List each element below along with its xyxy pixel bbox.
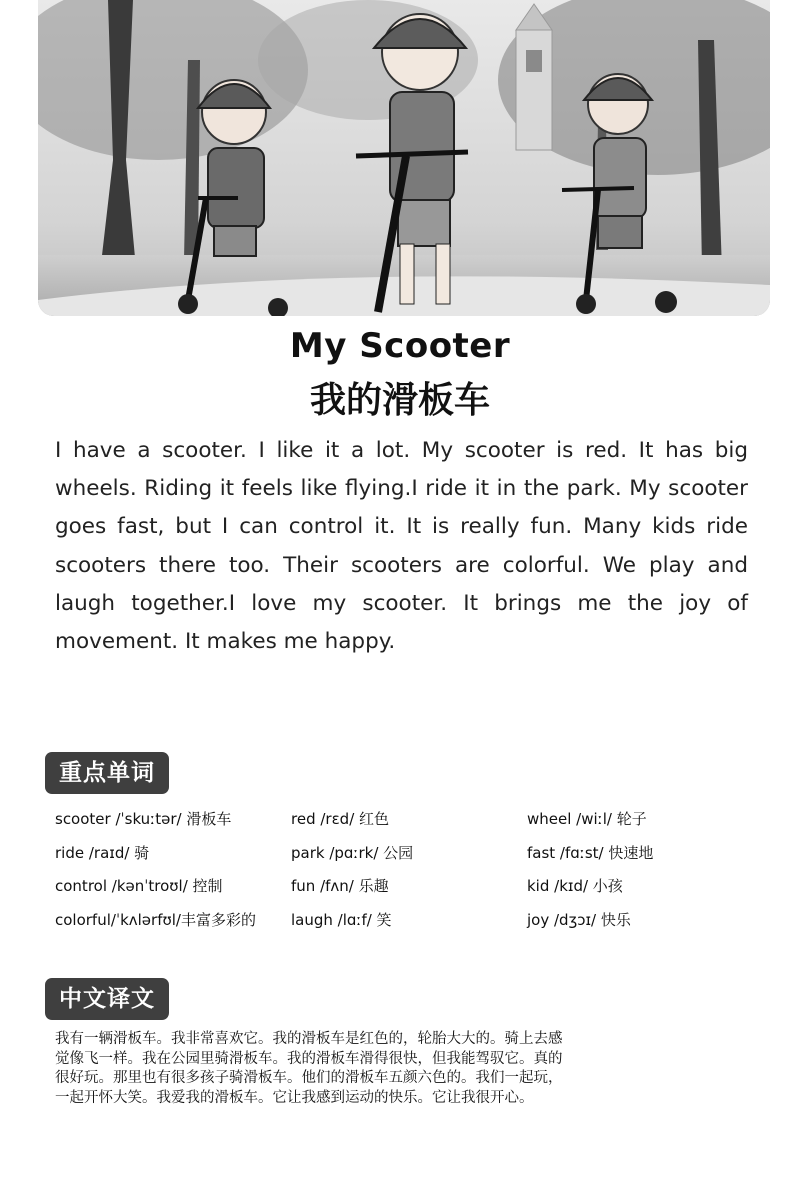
hero-illustration xyxy=(38,0,770,316)
vocab-item: colorful/ˈkʌlərfʊl/丰富多彩的 xyxy=(55,910,256,929)
vocab-item: fun /fʌn/ 乐趣 xyxy=(291,877,389,895)
kids-scooter-illustration xyxy=(38,0,770,316)
translation-paragraph xyxy=(55,1030,655,1108)
vocab-item: fast /fɑːst/ 快速地 xyxy=(527,843,654,862)
vocab-item: ride /raɪd/ 骑 xyxy=(55,843,150,862)
vocab-item: kid /kɪd/ 小孩 xyxy=(527,877,623,895)
story-paragraph: I have a scooter. I like it a lot. My scooter is red. It has big wheels. Riding it feels like flying.I ride it in the park. My scooter goes fast, but I can control it. It is really fun. Many kids ride scooters there too. Their scooters are colorful. We play and laugh together.I love my scooter. It brings me the joy of movement. It makes me happy. xyxy=(55,438,748,655)
translation-line: 很好玩。那里也有很多孩子骑滑板车。他们的滑板车五颜六色的。我们一起玩， xyxy=(55,1070,563,1086)
vocab-section-label: 重点单词 xyxy=(45,752,169,794)
translation-section-label: 中文译文 xyxy=(45,978,169,1020)
translation-line: 一起开怀大笑。我爱我的滑板车。它让我感到运动的快乐。它让我很开心。 xyxy=(55,1089,534,1106)
vocab-item: control /kənˈtroʊl/ 控制 xyxy=(55,877,223,895)
vocab-item: scooter /ˈskuːtər/ 滑板车 xyxy=(55,810,232,828)
vocab-item: joy /dʒɔɪ/ 快乐 xyxy=(527,910,631,929)
vocab-item: wheel /wiːl/ 轮子 xyxy=(527,810,647,828)
title-english: My Scooter xyxy=(289,326,511,366)
vocab-list xyxy=(55,804,775,938)
title-chinese: 我的滑板车 xyxy=(309,380,490,421)
translation-line: 我有一辆滑板车。我非常喜欢它。我的滑板车是红色的，轮胎大大的。骑上去感 xyxy=(55,1031,563,1047)
vocab-item: laugh /lɑːf/ 笑 xyxy=(291,910,392,929)
translation-line: 觉像飞一样。我在公园里骑滑板车。我的滑板车滑得很快，但我能驾驭它。真的 xyxy=(55,1050,563,1067)
vocab-item: park /pɑːrk/ 公园 xyxy=(291,843,414,862)
vocab-item: red /rɛd/ 红色 xyxy=(291,810,390,828)
